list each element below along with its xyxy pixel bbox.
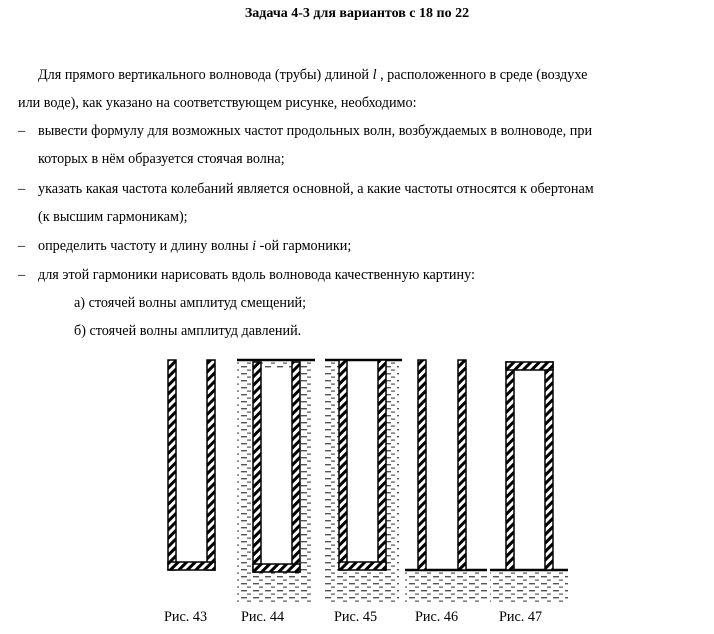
- bullet-2-line-1: указать какая частота колебаний является основной, а какие частоты относятся к обертонам: [38, 181, 594, 197]
- caption-figure-44: Рис. 44: [241, 609, 285, 625]
- figure-44: [237, 360, 315, 602]
- intro-line-2: или воде), как указано на соответствующем рисунке, необходимо:: [18, 95, 417, 111]
- caption-figure-47: Рис. 47: [499, 609, 543, 625]
- page-title: Задача 4-3 для вариантов с 18 по 22: [244, 6, 470, 21]
- figure-43: [168, 360, 215, 570]
- harmonic-index-variable: i: [252, 238, 257, 254]
- caption-figure-43: Рис. 43: [164, 609, 208, 625]
- bullet-4: для этой гармоники нарисовать вдоль волновода качественную картину:: [38, 267, 475, 283]
- bullet-1-line-1: вывести формулу для возможных частот продольных волн, возбуждаемых в волноводе, при: [38, 123, 593, 139]
- intro-line-1-end: , расположенного в среде (воздухе: [376, 67, 588, 83]
- caption-figure-45: Рис. 45: [334, 609, 378, 625]
- caption-figure-46: Рис. 46: [415, 609, 459, 625]
- bullet-2-line-2: (к высшим гармоникам);: [38, 209, 188, 225]
- sub-item-b: б) стоячей волны амплитуд давлений.: [74, 323, 302, 339]
- sub-item-a: а) стоячей волны амплитуд смещений;: [74, 295, 307, 311]
- intro-line-1-start: Для прямого вертикального волновода (трубы) длиной: [38, 67, 373, 83]
- bullet-dash-1: –: [18, 123, 26, 139]
- bullet-3-end: -ой гармоники;: [256, 238, 352, 254]
- bullet-dash-2: –: [18, 181, 26, 197]
- bullet-dash-4: –: [18, 267, 26, 283]
- bullet-1-line-2: которых в нём образуется стоячая волна;: [38, 151, 285, 167]
- figure-47: [490, 362, 568, 602]
- figure-46: [405, 360, 487, 602]
- figure-45: [325, 360, 402, 602]
- bullet-3-start: определить частоту и длину волны: [38, 238, 253, 254]
- length-variable: l: [372, 67, 377, 83]
- bullet-dash-3: –: [18, 238, 26, 254]
